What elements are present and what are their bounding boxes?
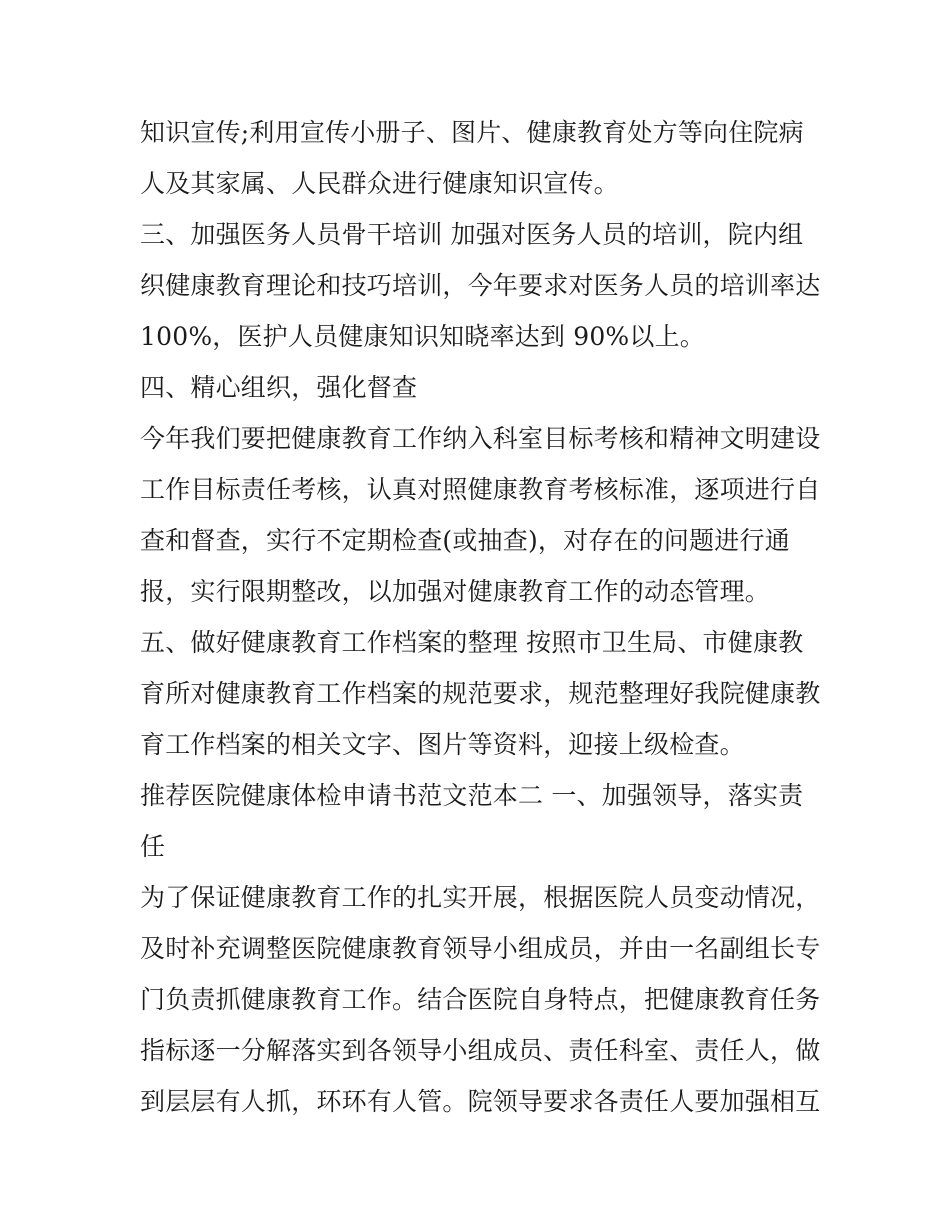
- text-line: 100%，医护人员健康知识知晓率达到 90%以上。: [140, 322, 705, 351]
- text-line: 五、做好健康教育工作档案的整理 按照市卫生局、市健康教: [140, 628, 804, 657]
- text-line: 推荐医院健康体检申请书范文范本二 一、加强领导，落实责: [140, 781, 804, 810]
- text-line: 织健康教育理论和技巧培训，今年要求对医务人员的培训率达: [140, 271, 821, 300]
- text-line: 知识宣传;利用宣传小册子、图片、健康教育处方等向住院病: [140, 118, 804, 147]
- text-line: 工作目标责任考核，认真对照健康教育考核标准，逐项进行自: [140, 475, 821, 504]
- text-line: 及时补充调整医院健康教育领导小组成员，并由一名副组长专: [140, 934, 821, 963]
- text-line: 到层层有人抓，环环有人管。院领导要求各责任人要加强相互: [140, 1087, 821, 1116]
- text-line: 三、加强医务人员骨干培训 加强对医务人员的培训，院内组: [140, 220, 804, 249]
- text-line: 今年我们要把健康教育工作纳入科室目标考核和精神文明建设: [140, 424, 821, 453]
- document-body: [140, 107, 830, 1127]
- text-line: 门负责抓健康教育工作。结合医院自身特点，把健康教育任务: [140, 985, 821, 1014]
- text-line: 育工作档案的相关文字、图片等资料，迎接上级检查。: [140, 730, 745, 759]
- text-line: 育所对健康教育工作档案的规范要求，规范整理好我院健康教: [140, 679, 821, 708]
- section-heading: 四、精心组织，强化督查: [140, 373, 418, 402]
- text-line: 任: [140, 832, 166, 861]
- text-line: 查和督查，实行不定期检查(或抽查)，对存在的问题进行通: [140, 526, 790, 555]
- text-line: 人及其家属、人民群众进行健康知识宣传。: [140, 169, 619, 198]
- text-line: 为了保证健康教育工作的扎实开展，根据医院人员变动情况，: [140, 883, 821, 912]
- text-line: 指标逐一分解落实到各领导小组成员、责任科室、责任人，做: [140, 1036, 821, 1065]
- text-line: 报，实行限期整改，以加强对健康教育工作的动态管理。: [140, 577, 771, 606]
